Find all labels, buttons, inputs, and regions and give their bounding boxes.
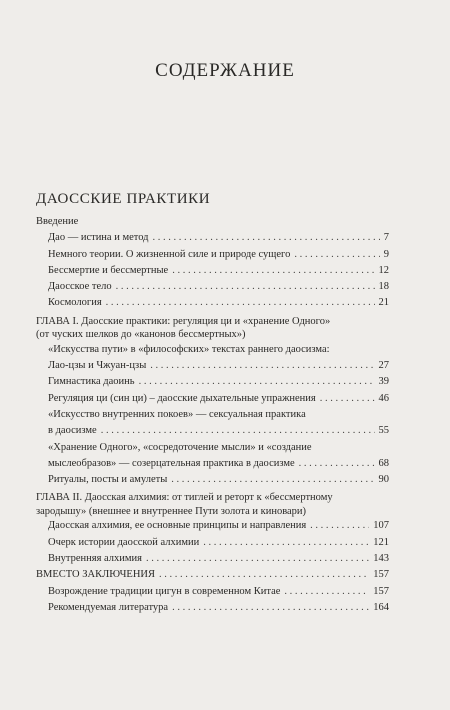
toc-entry-page: 46: [378, 392, 389, 404]
toc-entry[interactable]: [36, 600, 389, 616]
toc-entry-page: 12: [378, 264, 389, 276]
toc-entry-title: Очерк истории даосской алхимии: [48, 536, 200, 548]
toc-conclusion[interactable]: [36, 567, 389, 583]
toc-entry-title: Рекомендуемая литература: [48, 601, 169, 613]
toc-entry-title: Ритуалы, посты и амулеты: [48, 474, 168, 486]
leader-dots: [153, 230, 380, 246]
toc-entry-title: Регуляция ци (син ци) – даосские дыхательные упражнения: [48, 392, 316, 404]
leader-dots: [294, 247, 379, 263]
intro-label: Введение: [36, 216, 79, 227]
leader-dots: [310, 518, 369, 534]
chapter-2-heading[interactable]: [36, 491, 389, 518]
toc-entry-title-line1: «Искусство внутренних покоев» — сексуальная практика: [48, 408, 306, 420]
toc-entry-page: 157: [373, 585, 389, 597]
leader-dots: [116, 279, 375, 295]
leader-dots: [150, 358, 374, 374]
toc-entry-page: 18: [378, 281, 389, 293]
part-heading: ДАОССКИЕ ПРАКТИКИ: [36, 191, 211, 207]
leader-dots: [284, 584, 369, 600]
toc-entry-page: 107: [373, 520, 389, 532]
contents-title: СОДЕРЖАНИЕ: [155, 60, 295, 81]
toc-entry-title: ВМЕСТО ЗАКЛЮЧЕНИЯ: [36, 569, 156, 581]
toc-entry-title: Внутренняя алхимия: [48, 553, 142, 565]
toc-entry-title-line1: «Хранение Одного», «сосредоточение мысли» и «создание: [48, 441, 312, 453]
toc-entry[interactable]: [36, 518, 389, 534]
toc-entry[interactable]: [36, 342, 389, 375]
toc-entry-page: 164: [373, 601, 389, 613]
leader-dots: [299, 456, 375, 472]
toc-entry-title: Лао-цзы и Чжуан-цзы: [48, 360, 147, 372]
toc-entry-title: Дао — истина и метод: [48, 232, 149, 244]
toc-entry-page: 55: [378, 425, 389, 437]
leader-dots: [159, 567, 369, 583]
leader-dots: [101, 423, 375, 439]
toc-entry-title: в даосизме: [48, 425, 97, 437]
toc-entry-page: 27: [378, 360, 389, 372]
toc-entry-title: Бессмертие и бессмертные: [48, 264, 169, 276]
toc-entry-title: Немного теории. О жизненной силе и природе сущего: [48, 248, 291, 260]
toc-entry-page: 39: [378, 376, 389, 388]
chapter-1-title: ГЛАВА I. Даосские практики: регуляция ци и «хранение Одного»: [36, 315, 331, 327]
leader-dots: [203, 535, 369, 551]
leader-dots: [172, 600, 369, 616]
toc-entry-title: Возрождение традиции цигун в современном Китае: [48, 585, 281, 597]
toc-entry[interactable]: [36, 535, 389, 551]
leader-dots: [106, 295, 375, 311]
chapter-1-heading[interactable]: [36, 315, 389, 342]
toc-entry-title: Даосская алхимия, ее основные принципы и направления: [48, 520, 307, 532]
leader-dots: [139, 374, 375, 390]
toc-entry[interactable]: [36, 551, 389, 567]
leader-dots: [171, 472, 374, 488]
chapter-1-subtitle: (от чуских шелков до «канонов бессмертных»): [36, 329, 246, 341]
toc-entry[interactable]: [36, 391, 389, 407]
toc-entry[interactable]: [36, 279, 389, 295]
toc-entry[interactable]: [36, 374, 389, 390]
toc-entry-page: 157: [373, 569, 389, 581]
toc-entry-title-line1: «Искусства пути» в «философских» текстах раннего даосизма:: [48, 343, 330, 355]
toc-entry-page: 7: [383, 232, 389, 244]
table-of-contents: [36, 214, 389, 616]
toc-entry[interactable]: [36, 263, 389, 279]
toc-entry-page: 21: [378, 297, 389, 309]
toc-entry-title: Космология: [48, 297, 102, 309]
toc-entry-title: мыслеобразов» — созерцательная практика в даосизме: [48, 457, 295, 469]
toc-entry-page: 121: [373, 536, 389, 548]
toc-entry[interactable]: [36, 584, 389, 600]
toc-entry[interactable]: [36, 407, 389, 440]
toc-entry-page: 68: [378, 457, 389, 469]
leader-dots: [320, 391, 375, 407]
chapter-2-title: ГЛАВА II. Даосская алхимия: от тиглей и реторт к «бессмертному: [36, 492, 333, 504]
toc-entry-page: 143: [373, 553, 389, 565]
toc-entry[interactable]: [36, 440, 389, 473]
toc-entry[interactable]: [36, 472, 389, 488]
toc-entry[interactable]: [36, 295, 389, 311]
leader-dots: [172, 263, 374, 279]
toc-entry-page: 90: [378, 474, 389, 486]
toc-entry[interactable]: [36, 230, 389, 246]
toc-entry-title: Гимнастика даоинь: [48, 376, 135, 388]
chapter-2-subtitle: зародышу» (внешнее и внутреннее Пути золота и киновари): [36, 505, 307, 517]
toc-entry[interactable]: [36, 247, 389, 263]
toc-entry-page: 9: [383, 248, 389, 260]
toc-entry-title: Даосское тело: [48, 281, 112, 293]
leader-dots: [146, 551, 369, 567]
